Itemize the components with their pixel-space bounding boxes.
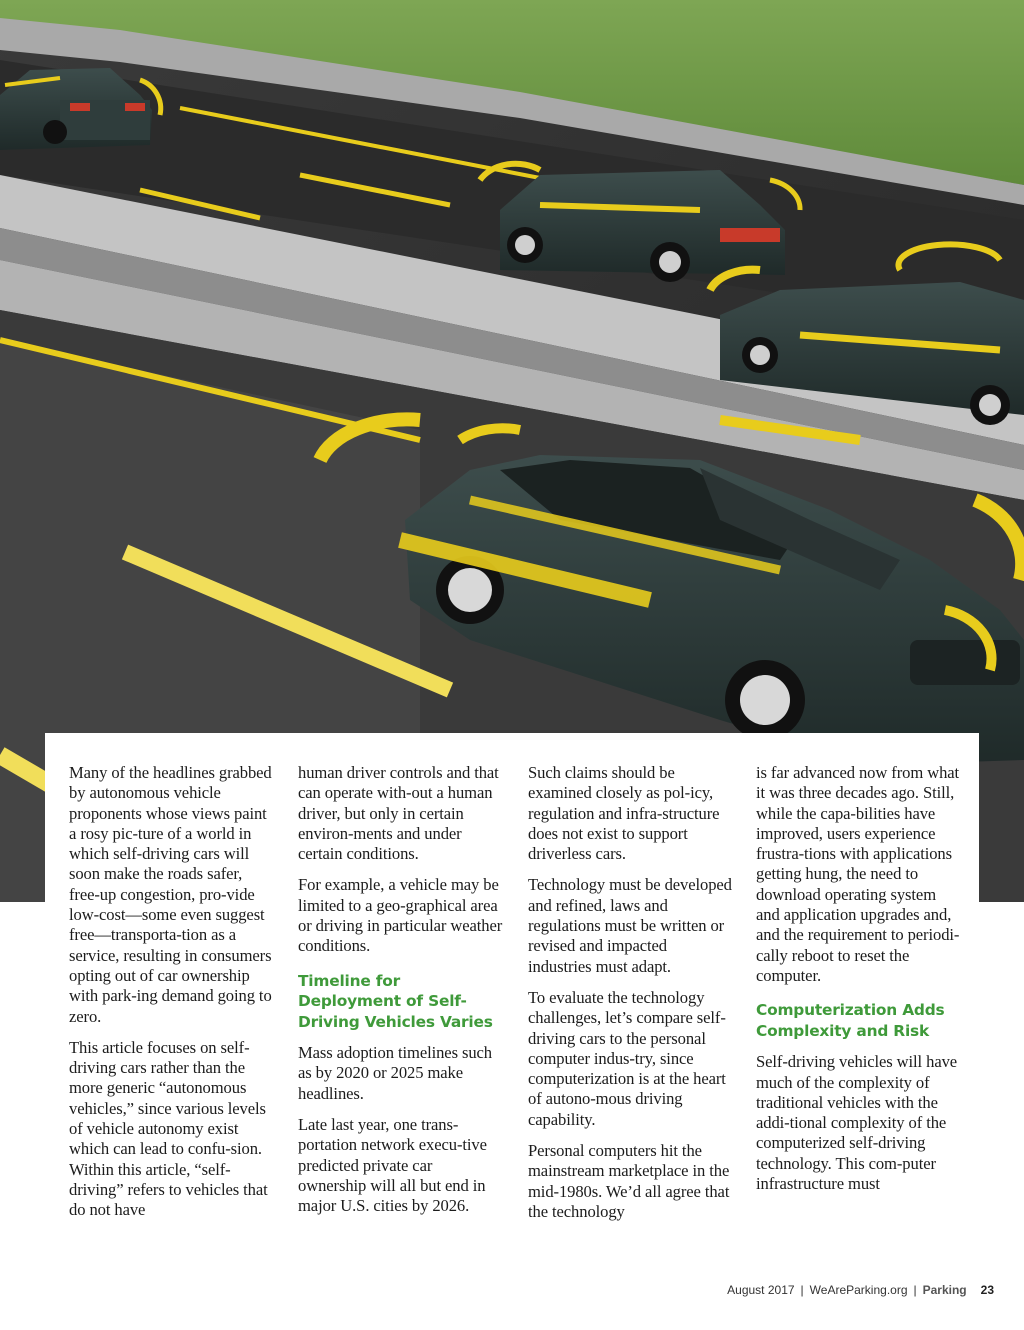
article-column-1 <box>69 763 274 1232</box>
paragraph: Mass adoption timelines such as by 2020 or 2025 make headlines. <box>298 1043 492 1103</box>
paragraph: To evaluate the technology challenges, let’s compare self-driving cars to the personal computer indus-try, since computerization is at the heart of autono-mous driving capability. <box>528 987 726 1129</box>
article-column-2 <box>298 763 503 1228</box>
paragraph: For example, a vehicle may be limited to a geo-graphical area or driving in particular weather conditions. <box>298 875 503 956</box>
footer-separator: | <box>913 1283 917 1297</box>
footer-separator: | <box>800 1283 804 1297</box>
website-link[interactable]: WeAreParking.org <box>809 1283 908 1297</box>
page-footer <box>727 1283 994 1297</box>
magazine-name: Parking <box>922 1283 967 1297</box>
paragraph: Personal computers hit the mainstream marketplace in the mid-1980s. We’d all agree that the technology <box>528 1141 730 1221</box>
paragraph: is far advanced now from what it was three decades ago. Still, while the capa-bilities have improved, users experience frustra-tions with applications getting hung, the need to download operating system and application upgrades and, and the requirement to periodi-cally reboot to reset the computer. <box>756 763 960 985</box>
page-number: 23 <box>980 1283 994 1297</box>
issue-date: August 2017 <box>727 1283 795 1297</box>
article-column-3 <box>528 763 733 1233</box>
paragraph: Such claims should be examined closely as pol-icy, regulation and infra-structure does not exist to support driverless cars. <box>528 763 720 864</box>
article-column-4 <box>756 763 961 1205</box>
paragraph: Many of the headlines grabbed by autonomous vehicle proponents whose views paint a rosy pic-ture of a world in which self-driving cars will soon make the roads safer, free-up congestion, pro-vide low-cost—some even suggest free—transporta-tion as a service, resulting in consumers opting out of car ownership with park-ing demand going to zero. <box>69 763 272 1026</box>
section-heading: Timeline for Deployment of Self-Driving Vehicles Varies <box>298 971 493 1031</box>
paragraph: Technology must be developed and refined, laws and regulations must be written or revised and impacted industries must adapt. <box>528 875 732 976</box>
section-heading: Computerization Adds Complexity and Risk <box>756 1001 945 1040</box>
paragraph: Late last year, one trans-portation network execu-tive predicted private car ownership will all but end in major U.S. cities by 2026. <box>298 1115 487 1216</box>
paragraph: Self-driving vehicles will have much of the complexity of traditional vehicles with the addi-tional complexity of the computerized self-driving technology. This com-puter infrastructure must <box>756 1052 958 1194</box>
paragraph: human driver controls and that can operate with-out a human driver, but only in certain environ-ments and under certain conditions. <box>298 763 499 864</box>
paragraph: This article focuses on self-driving cars rather than the more generic “autonomous vehicles,” since various levels of vehicle autonomy exist which can lead to confu-sion. Within this article, “self-driving” refers to vehicles that do not have <box>69 1037 268 1220</box>
